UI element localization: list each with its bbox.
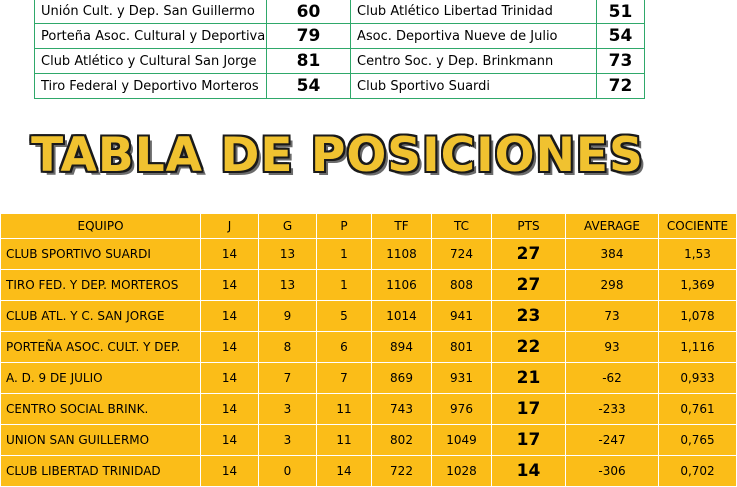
standings-row xyxy=(1,363,737,394)
standings-pts-cell: 22 xyxy=(492,332,566,363)
standings-lost-cell: 11 xyxy=(317,394,372,425)
standings-pts-cell: 21 xyxy=(492,363,566,394)
standings-lost-cell: 7 xyxy=(317,363,372,394)
standings-row xyxy=(1,394,737,425)
standings-body xyxy=(1,239,737,487)
standings-lost-cell: 5 xyxy=(317,301,372,332)
standings-cociente-cell: 1,078 xyxy=(659,301,737,332)
standings-team-cell: CLUB ATL. Y C. SAN JORGE xyxy=(1,301,201,332)
standings-won-cell: 9 xyxy=(259,301,317,332)
standings-team-cell: PORTEÑA ASOC. CULT. Y DEP. xyxy=(1,332,201,363)
standings-lost-cell: 6 xyxy=(317,332,372,363)
standings-lost-cell: 11 xyxy=(317,425,372,456)
standings-points-against-cell: 1028 xyxy=(432,456,492,487)
standings-cociente-cell: 0,761 xyxy=(659,394,737,425)
standings-points-against-cell: 1049 xyxy=(432,425,492,456)
standings-header-average: AVERAGE xyxy=(566,214,659,239)
match-row xyxy=(35,74,645,99)
away-team: Centro Soc. y Dep. Brinkmann xyxy=(351,49,597,74)
standings-points-for-cell: 1014 xyxy=(372,301,432,332)
standings-average-cell: -247 xyxy=(566,425,659,456)
standings-header-row xyxy=(1,214,737,239)
standings-header-pts: PTS xyxy=(492,214,566,239)
standings-header-tf: TF xyxy=(372,214,432,239)
match-results-table xyxy=(34,0,645,99)
standings-points-against-cell: 724 xyxy=(432,239,492,270)
home-score: 81 xyxy=(267,49,351,74)
standings-row xyxy=(1,456,737,487)
standings-played-cell: 14 xyxy=(201,270,259,301)
standings-team-cell: A. D. 9 DE JULIO xyxy=(1,363,201,394)
standings-lost-cell: 14 xyxy=(317,456,372,487)
standings-header-p: P xyxy=(317,214,372,239)
standings-won-cell: 7 xyxy=(259,363,317,394)
away-score: 72 xyxy=(597,74,645,99)
standings-average-cell: -306 xyxy=(566,456,659,487)
standings-header-tc: TC xyxy=(432,214,492,239)
home-score: 54 xyxy=(267,74,351,99)
standings-won-cell: 3 xyxy=(259,394,317,425)
standings-points-for-cell: 1108 xyxy=(372,239,432,270)
standings-cociente-cell: 1,53 xyxy=(659,239,737,270)
standings-team-cell: UNION SAN GUILLERMO xyxy=(1,425,201,456)
standings-played-cell: 14 xyxy=(201,239,259,270)
standings-pts-cell: 17 xyxy=(492,425,566,456)
standings-cociente-cell: 1,116 xyxy=(659,332,737,363)
home-team: Club Atlético y Cultural San Jorge xyxy=(35,49,267,74)
standings-points-against-cell: 976 xyxy=(432,394,492,425)
standings-pts-cell: 23 xyxy=(492,301,566,332)
standings-played-cell: 14 xyxy=(201,301,259,332)
standings-points-for-cell: 894 xyxy=(372,332,432,363)
standings-cociente-cell: 0,765 xyxy=(659,425,737,456)
away-team: Club Atlético Libertad Trinidad xyxy=(351,0,597,24)
standings-points-against-cell: 941 xyxy=(432,301,492,332)
standings-row xyxy=(1,239,737,270)
standings-points-against-cell: 808 xyxy=(432,270,492,301)
standings-cociente-cell: 0,933 xyxy=(659,363,737,394)
standings-lost-cell: 1 xyxy=(317,270,372,301)
standings-won-cell: 13 xyxy=(259,270,317,301)
match-row xyxy=(35,49,645,74)
away-score: 51 xyxy=(597,0,645,24)
standings-played-cell: 14 xyxy=(201,332,259,363)
standings-cociente-cell: 1,369 xyxy=(659,270,737,301)
match-results-body xyxy=(35,0,645,99)
standings-points-against-cell: 801 xyxy=(432,332,492,363)
home-team: Unión Cult. y Dep. San Guillermo xyxy=(35,0,267,24)
away-score: 54 xyxy=(597,24,645,49)
standings-cociente-cell: 0,702 xyxy=(659,456,737,487)
standings-pts-cell: 17 xyxy=(492,394,566,425)
standings-played-cell: 14 xyxy=(201,363,259,394)
standings-pts-cell: 27 xyxy=(492,270,566,301)
standings-team-cell: TIRO FED. Y DEP. MORTEROS xyxy=(1,270,201,301)
standings-won-cell: 0 xyxy=(259,456,317,487)
standings-header-equipo: EQUIPO xyxy=(1,214,201,239)
away-team: Club Sportivo Suardi xyxy=(351,74,597,99)
standings-table xyxy=(0,213,737,487)
match-row xyxy=(35,24,645,49)
standings-lost-cell: 1 xyxy=(317,239,372,270)
standings-team-cell: CLUB LIBERTAD TRINIDAD xyxy=(1,456,201,487)
away-score: 73 xyxy=(597,49,645,74)
standings-header-j: J xyxy=(201,214,259,239)
standings-points-for-cell: 722 xyxy=(372,456,432,487)
standings-won-cell: 13 xyxy=(259,239,317,270)
home-team: Tiro Federal y Deportivo Morteros xyxy=(35,74,267,99)
standings-row xyxy=(1,332,737,363)
standings-average-cell: 93 xyxy=(566,332,659,363)
standings-average-cell: 298 xyxy=(566,270,659,301)
standings-team-cell: CENTRO SOCIAL BRINK. xyxy=(1,394,201,425)
standings-played-cell: 14 xyxy=(201,425,259,456)
away-team: Asoc. Deportiva Nueve de Julio xyxy=(351,24,597,49)
standings-won-cell: 8 xyxy=(259,332,317,363)
standings-row xyxy=(1,270,737,301)
standings-team-cell: CLUB SPORTIVO SUARDI xyxy=(1,239,201,270)
standings-points-for-cell: 1106 xyxy=(372,270,432,301)
standings-row xyxy=(1,301,737,332)
standings-average-cell: -233 xyxy=(566,394,659,425)
home-score: 79 xyxy=(267,24,351,49)
home-score: 60 xyxy=(267,0,351,24)
standings-pts-cell: 27 xyxy=(492,239,566,270)
standings-points-for-cell: 743 xyxy=(372,394,432,425)
standings-row xyxy=(1,425,737,456)
standings-played-cell: 14 xyxy=(201,394,259,425)
standings-won-cell: 3 xyxy=(259,425,317,456)
match-row xyxy=(35,0,645,24)
standings-points-against-cell: 931 xyxy=(432,363,492,394)
standings-average-cell: 73 xyxy=(566,301,659,332)
standings-points-for-cell: 869 xyxy=(372,363,432,394)
standings-pts-cell: 14 xyxy=(492,456,566,487)
page-title: TABLA DE POSICIONES xyxy=(31,128,644,183)
standings-header-g: G xyxy=(259,214,317,239)
standings-average-cell: 384 xyxy=(566,239,659,270)
home-team: Porteña Asoc. Cultural y Deportiva xyxy=(35,24,267,49)
standings-header-cociente: COCIENTE xyxy=(659,214,737,239)
standings-played-cell: 14 xyxy=(201,456,259,487)
standings-points-for-cell: 802 xyxy=(372,425,432,456)
standings-average-cell: -62 xyxy=(566,363,659,394)
